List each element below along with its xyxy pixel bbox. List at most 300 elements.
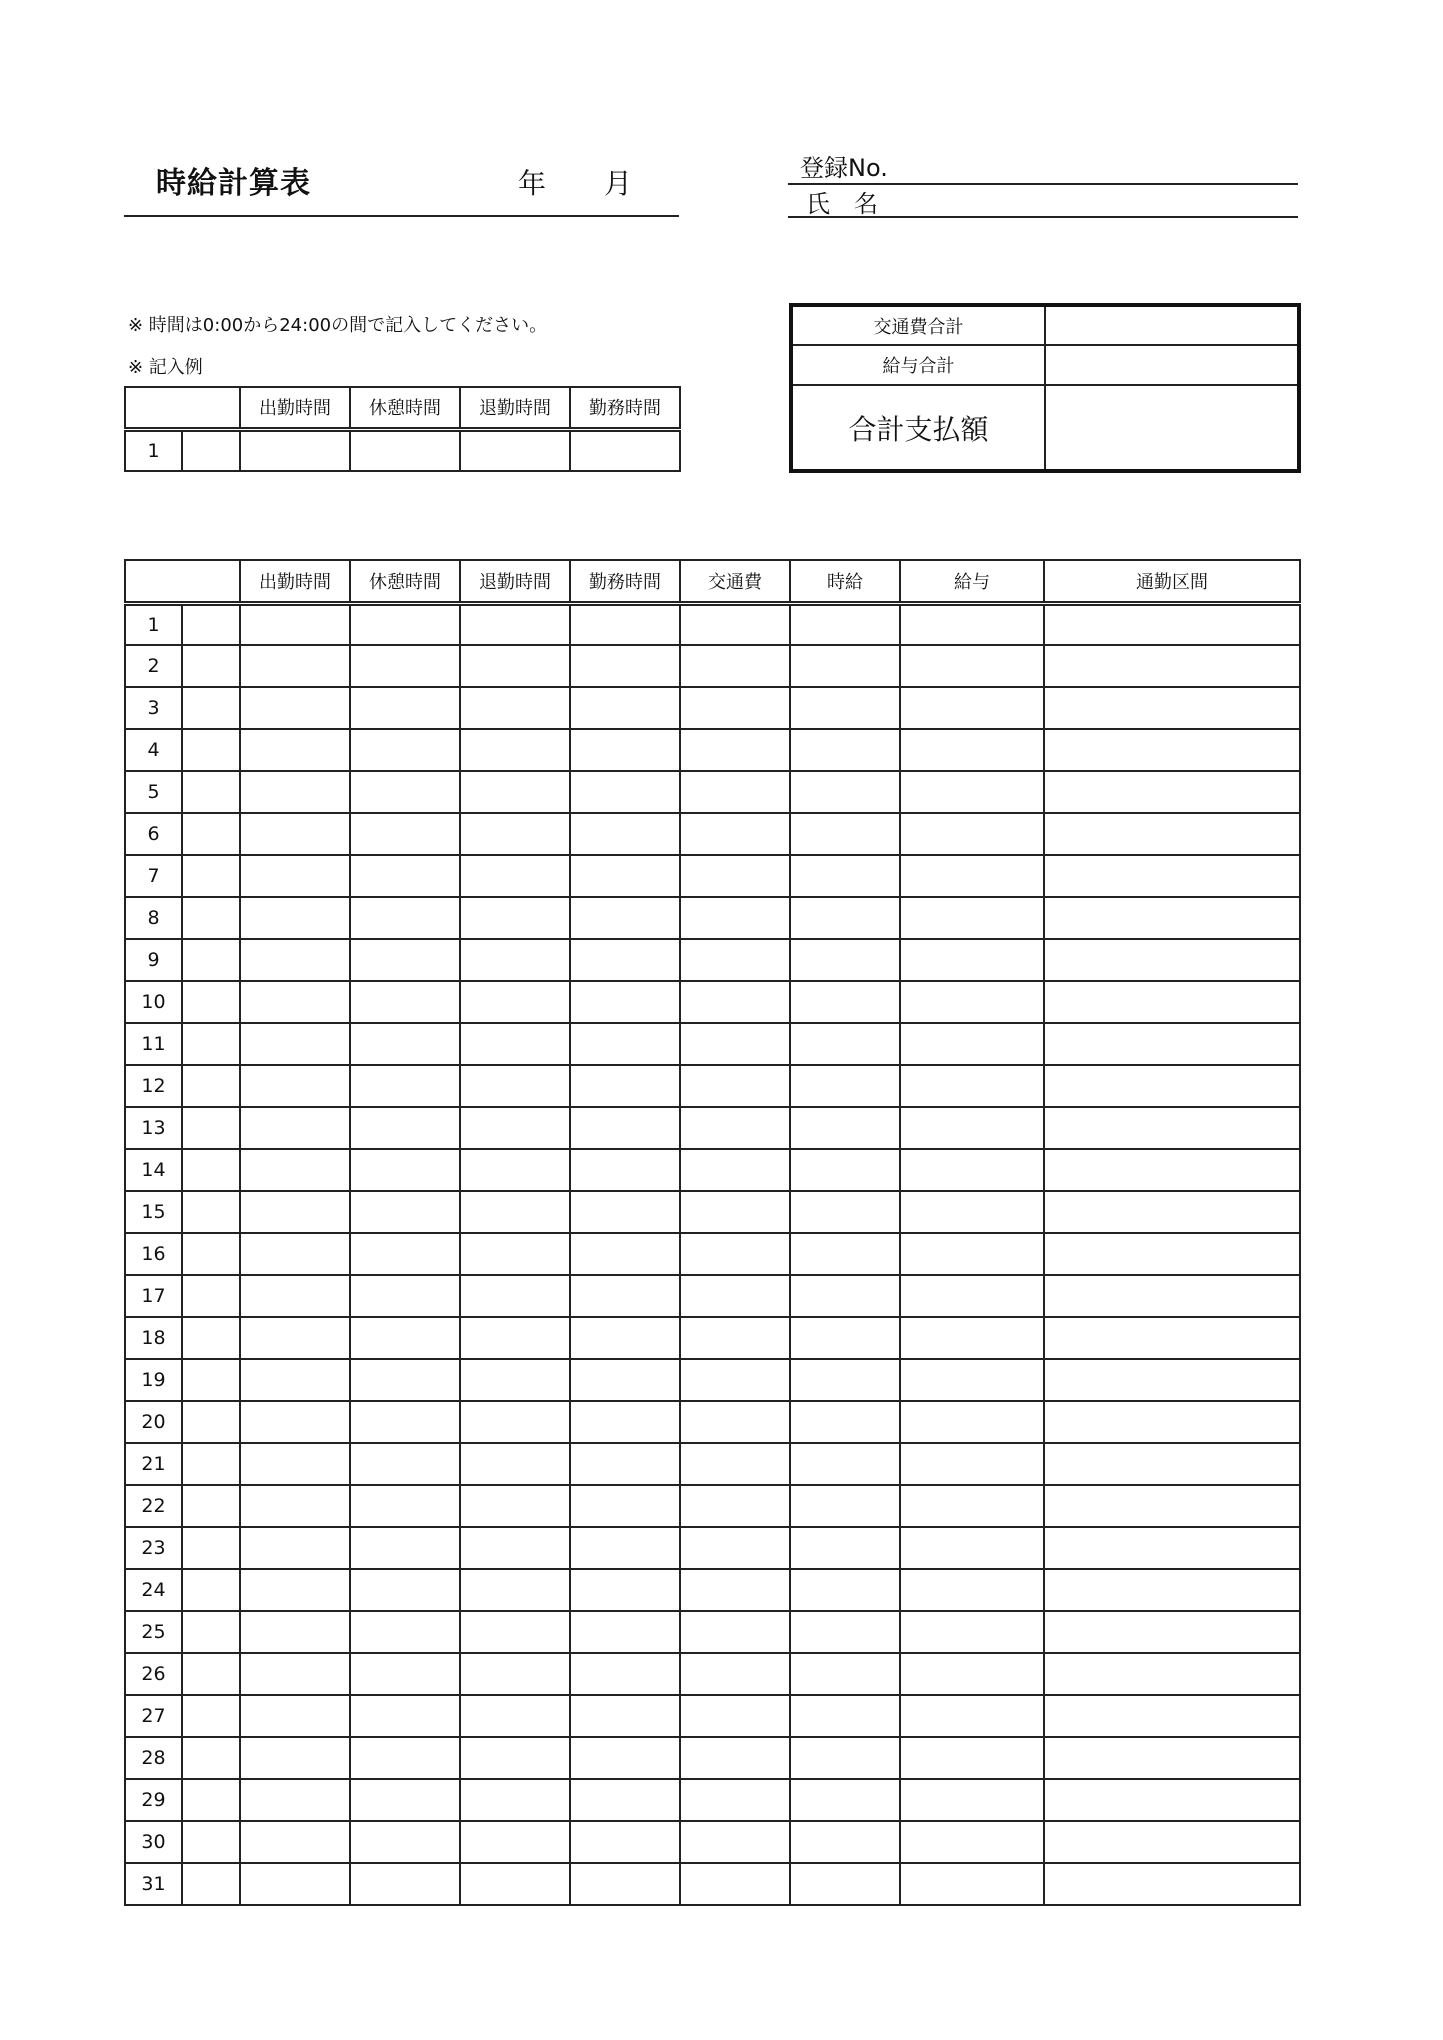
entry-cell[interactable] xyxy=(1044,1233,1300,1275)
example-label: ※ 記入例 xyxy=(128,357,203,378)
entry-cell[interactable] xyxy=(240,1821,350,1863)
entry-cell[interactable] xyxy=(182,1737,240,1779)
entry-cell[interactable] xyxy=(460,1359,570,1401)
entry-cell[interactable] xyxy=(900,1401,1044,1443)
entry-cell[interactable] xyxy=(570,1611,680,1653)
row-number: 25 xyxy=(125,1611,182,1653)
entry-cell[interactable] xyxy=(460,729,570,771)
entry-cell[interactable] xyxy=(460,645,570,687)
entry-cell[interactable] xyxy=(680,1275,790,1317)
entry-cell[interactable] xyxy=(182,1401,240,1443)
entry-cell[interactable] xyxy=(900,1191,1044,1233)
entry-cell[interactable] xyxy=(460,1443,570,1485)
entry-cell[interactable] xyxy=(1044,1191,1300,1233)
entry-cell[interactable] xyxy=(240,981,350,1023)
entry-cell[interactable] xyxy=(1044,645,1300,687)
entry-cell[interactable] xyxy=(570,1149,680,1191)
entry-cell[interactable] xyxy=(1044,729,1300,771)
entry-cell[interactable] xyxy=(240,939,350,981)
entry-cell[interactable] xyxy=(680,1695,790,1737)
entry-cell[interactable] xyxy=(460,1317,570,1359)
entry-cell[interactable] xyxy=(570,645,680,687)
entry-cell[interactable] xyxy=(900,897,1044,939)
entry-cell[interactable] xyxy=(182,1611,240,1653)
entry-cell[interactable] xyxy=(350,1107,460,1149)
entry-cell[interactable] xyxy=(570,729,680,771)
entry-cell[interactable] xyxy=(900,729,1044,771)
entry-cell[interactable] xyxy=(790,1023,900,1065)
entry-cell[interactable] xyxy=(350,645,460,687)
entry-cell[interactable] xyxy=(460,1863,570,1905)
entry-cell[interactable] xyxy=(460,687,570,729)
entry-cell[interactable] xyxy=(900,687,1044,729)
salary-total-label: 給与合計 xyxy=(791,345,1045,385)
entry-cell[interactable] xyxy=(570,1317,680,1359)
entry-cell[interactable] xyxy=(570,1191,680,1233)
entry-cell[interactable] xyxy=(680,1569,790,1611)
entry-cell[interactable] xyxy=(182,1821,240,1863)
entry-cell[interactable] xyxy=(182,1317,240,1359)
row-number: 30 xyxy=(125,1821,182,1863)
entry-cell[interactable] xyxy=(182,771,240,813)
entry-cell[interactable] xyxy=(790,645,900,687)
entry-cell[interactable] xyxy=(460,855,570,897)
entry-cell[interactable] xyxy=(240,813,350,855)
entry-cell[interactable] xyxy=(240,1737,350,1779)
entry-cell[interactable] xyxy=(900,1107,1044,1149)
entry-cell[interactable] xyxy=(350,1191,460,1233)
entry-cell[interactable] xyxy=(680,603,790,645)
entry-cell[interactable] xyxy=(182,1443,240,1485)
entry-cell[interactable] xyxy=(900,1023,1044,1065)
entry-cell[interactable] xyxy=(460,1023,570,1065)
entry-cell[interactable] xyxy=(240,1149,350,1191)
entry-cell[interactable] xyxy=(790,771,900,813)
entry-cell[interactable] xyxy=(240,1191,350,1233)
entry-cell[interactable] xyxy=(570,1863,680,1905)
entry-cell[interactable] xyxy=(570,1485,680,1527)
entry-cell[interactable] xyxy=(900,1065,1044,1107)
entry-cell[interactable] xyxy=(460,1527,570,1569)
entry-cell[interactable] xyxy=(182,1359,240,1401)
entry-cell[interactable] xyxy=(680,687,790,729)
entry-cell[interactable] xyxy=(460,981,570,1023)
example-cell[interactable] xyxy=(350,429,460,471)
entry-cell[interactable] xyxy=(240,1317,350,1359)
entry-cell[interactable] xyxy=(350,1149,460,1191)
entry-cell[interactable] xyxy=(460,1233,570,1275)
entry-cell[interactable] xyxy=(570,771,680,813)
example-cell[interactable] xyxy=(570,429,680,471)
entry-cell[interactable] xyxy=(350,1653,460,1695)
entry-cell[interactable] xyxy=(790,1611,900,1653)
entry-cell[interactable] xyxy=(182,645,240,687)
entry-cell[interactable] xyxy=(900,1569,1044,1611)
entry-cell[interactable] xyxy=(900,771,1044,813)
entry-cell[interactable] xyxy=(900,1485,1044,1527)
entry-cell[interactable] xyxy=(182,1023,240,1065)
entry-cell[interactable] xyxy=(350,1023,460,1065)
entry-cell[interactable] xyxy=(900,1527,1044,1569)
entry-cell[interactable] xyxy=(900,939,1044,981)
entry-cell[interactable] xyxy=(790,1359,900,1401)
entry-cell[interactable] xyxy=(350,981,460,1023)
entry-cell[interactable] xyxy=(1044,1107,1300,1149)
entry-cell[interactable] xyxy=(570,1107,680,1149)
entry-cell[interactable] xyxy=(900,1317,1044,1359)
entry-cell[interactable] xyxy=(680,1779,790,1821)
entry-cell[interactable] xyxy=(1044,603,1300,645)
entry-cell[interactable] xyxy=(570,1569,680,1611)
entry-cell[interactable] xyxy=(350,1695,460,1737)
row-number: 8 xyxy=(125,897,182,939)
entry-cell[interactable] xyxy=(900,1611,1044,1653)
entry-cell[interactable] xyxy=(1044,1485,1300,1527)
entry-cell[interactable] xyxy=(570,1443,680,1485)
entry-cell[interactable] xyxy=(182,813,240,855)
entry-cell[interactable] xyxy=(680,645,790,687)
entry-cell[interactable] xyxy=(570,981,680,1023)
example-cell[interactable] xyxy=(182,429,240,471)
entry-cell[interactable] xyxy=(240,1779,350,1821)
entry-cell[interactable] xyxy=(790,1863,900,1905)
entry-cell[interactable] xyxy=(680,981,790,1023)
entry-cell[interactable] xyxy=(460,1401,570,1443)
entry-cell[interactable] xyxy=(900,1863,1044,1905)
entry-cell[interactable] xyxy=(182,1191,240,1233)
entry-cell[interactable] xyxy=(680,1485,790,1527)
entry-cell[interactable] xyxy=(570,939,680,981)
entry-cell[interactable] xyxy=(790,897,900,939)
entry-cell[interactable] xyxy=(1044,981,1300,1023)
entry-cell[interactable] xyxy=(1044,1611,1300,1653)
entry-cell[interactable] xyxy=(900,1443,1044,1485)
entry-cell[interactable] xyxy=(680,813,790,855)
entry-cell[interactable] xyxy=(350,1569,460,1611)
row-number: 6 xyxy=(125,813,182,855)
entry-cell[interactable] xyxy=(240,1527,350,1569)
entry-cell[interactable] xyxy=(1044,1569,1300,1611)
entry-cell[interactable] xyxy=(790,1737,900,1779)
entry-cell[interactable] xyxy=(790,1821,900,1863)
table-row xyxy=(125,603,1300,645)
entry-cell[interactable] xyxy=(1044,1401,1300,1443)
entry-cell[interactable] xyxy=(460,1611,570,1653)
entry-cell[interactable] xyxy=(680,1191,790,1233)
entry-cell[interactable] xyxy=(240,603,350,645)
entry-cell[interactable] xyxy=(350,603,460,645)
entry-cell[interactable] xyxy=(182,1863,240,1905)
example-header-cell: 出勤時間 xyxy=(240,387,350,429)
entry-cell[interactable] xyxy=(680,729,790,771)
entry-cell[interactable] xyxy=(182,1779,240,1821)
entry-cell[interactable] xyxy=(570,1653,680,1695)
entry-cell[interactable] xyxy=(900,1695,1044,1737)
grand-total-value[interactable] xyxy=(1045,385,1299,471)
entry-cell[interactable] xyxy=(1044,687,1300,729)
entry-cell[interactable] xyxy=(570,897,680,939)
entry-cell[interactable] xyxy=(790,1779,900,1821)
table-row xyxy=(125,981,1300,1023)
entry-cell[interactable] xyxy=(240,1611,350,1653)
entry-cell[interactable] xyxy=(570,1737,680,1779)
entry-cell[interactable] xyxy=(350,1527,460,1569)
entry-cell[interactable] xyxy=(240,1023,350,1065)
entry-cell[interactable] xyxy=(240,729,350,771)
entry-cell[interactable] xyxy=(1044,1653,1300,1695)
entry-cell[interactable] xyxy=(460,1275,570,1317)
entry-cell[interactable] xyxy=(900,1275,1044,1317)
entry-cell[interactable] xyxy=(240,897,350,939)
entry-cell[interactable] xyxy=(790,855,900,897)
entry-cell[interactable] xyxy=(790,729,900,771)
entry-cell[interactable] xyxy=(900,855,1044,897)
entry-cell[interactable] xyxy=(900,1779,1044,1821)
entry-cell[interactable] xyxy=(1044,855,1300,897)
entry-cell[interactable] xyxy=(182,1149,240,1191)
entry-cell[interactable] xyxy=(570,603,680,645)
entry-cell[interactable] xyxy=(182,687,240,729)
entry-cell[interactable] xyxy=(790,939,900,981)
entry-cell[interactable] xyxy=(790,603,900,645)
entry-cell[interactable] xyxy=(350,1737,460,1779)
entry-cell[interactable] xyxy=(240,1695,350,1737)
entry-cell[interactable] xyxy=(182,1695,240,1737)
entry-cell[interactable] xyxy=(460,1779,570,1821)
entry-cell[interactable] xyxy=(1044,1863,1300,1905)
entry-cell[interactable] xyxy=(900,1359,1044,1401)
entry-cell[interactable] xyxy=(680,1149,790,1191)
entry-cell[interactable] xyxy=(460,771,570,813)
entry-cell[interactable] xyxy=(350,939,460,981)
entry-cell[interactable] xyxy=(1044,1527,1300,1569)
entry-cell[interactable] xyxy=(182,603,240,645)
entry-cell[interactable] xyxy=(570,1065,680,1107)
entry-cell[interactable] xyxy=(680,1821,790,1863)
entry-cell[interactable] xyxy=(182,1233,240,1275)
example-cell[interactable] xyxy=(460,429,570,471)
entry-cell[interactable] xyxy=(350,1485,460,1527)
entry-cell[interactable] xyxy=(570,1401,680,1443)
entry-cell[interactable] xyxy=(790,1443,900,1485)
entry-cell[interactable] xyxy=(1044,1149,1300,1191)
entry-cell[interactable] xyxy=(680,1359,790,1401)
entry-cell[interactable] xyxy=(900,645,1044,687)
entry-cell[interactable] xyxy=(790,981,900,1023)
entry-cell[interactable] xyxy=(1044,1275,1300,1317)
entry-cell[interactable] xyxy=(680,1863,790,1905)
entry-cell[interactable] xyxy=(1044,771,1300,813)
entry-cell[interactable] xyxy=(240,687,350,729)
entry-cell[interactable] xyxy=(570,687,680,729)
entry-cell[interactable] xyxy=(350,1401,460,1443)
entry-cell[interactable] xyxy=(350,1317,460,1359)
entry-cell[interactable] xyxy=(790,1653,900,1695)
entry-cell[interactable] xyxy=(1044,1695,1300,1737)
entry-cell[interactable] xyxy=(1044,1443,1300,1485)
entry-cell[interactable] xyxy=(1044,1317,1300,1359)
transport-total-label: 交通費合計 xyxy=(791,305,1045,345)
entry-cell[interactable] xyxy=(460,1107,570,1149)
entry-cell[interactable] xyxy=(240,1485,350,1527)
entry-cell[interactable] xyxy=(680,1737,790,1779)
entry-cell[interactable] xyxy=(570,1527,680,1569)
entry-cell[interactable] xyxy=(680,1065,790,1107)
entry-cell[interactable] xyxy=(460,1065,570,1107)
row-number: 29 xyxy=(125,1779,182,1821)
entry-cell[interactable] xyxy=(570,1023,680,1065)
entry-cell[interactable] xyxy=(680,1653,790,1695)
entry-cell[interactable] xyxy=(240,1569,350,1611)
entry-cell[interactable] xyxy=(240,1065,350,1107)
entry-cell[interactable] xyxy=(680,1611,790,1653)
entry-cell[interactable] xyxy=(1044,813,1300,855)
entry-cell[interactable] xyxy=(680,771,790,813)
entry-cell[interactable] xyxy=(460,939,570,981)
entry-cell[interactable] xyxy=(570,1821,680,1863)
entry-cell[interactable] xyxy=(900,1653,1044,1695)
entry-cell[interactable] xyxy=(900,813,1044,855)
entry-cell[interactable] xyxy=(240,1275,350,1317)
entry-cell[interactable] xyxy=(680,1317,790,1359)
entry-cell[interactable] xyxy=(182,1527,240,1569)
entry-cell[interactable] xyxy=(1044,1023,1300,1065)
entry-cell[interactable] xyxy=(460,1821,570,1863)
entry-cell[interactable] xyxy=(350,1233,460,1275)
entry-cell[interactable] xyxy=(240,1359,350,1401)
entry-cell[interactable] xyxy=(1044,1065,1300,1107)
entry-cell[interactable] xyxy=(1044,939,1300,981)
entry-cell[interactable] xyxy=(790,813,900,855)
entry-cell[interactable] xyxy=(460,813,570,855)
entry-cell[interactable] xyxy=(350,729,460,771)
entry-cell[interactable] xyxy=(460,1149,570,1191)
entry-cell[interactable] xyxy=(680,1023,790,1065)
entry-cell[interactable] xyxy=(460,1191,570,1233)
entry-cell[interactable] xyxy=(1044,1821,1300,1863)
entry-cell[interactable] xyxy=(182,1275,240,1317)
entry-cell[interactable] xyxy=(790,1065,900,1107)
entry-cell[interactable] xyxy=(350,1779,460,1821)
entry-cell[interactable] xyxy=(240,1107,350,1149)
entry-cell[interactable] xyxy=(240,1443,350,1485)
entry-cell[interactable] xyxy=(240,1863,350,1905)
entry-cell[interactable] xyxy=(900,1149,1044,1191)
entry-cell[interactable] xyxy=(570,1779,680,1821)
entry-cell[interactable] xyxy=(900,1737,1044,1779)
entry-cell[interactable] xyxy=(182,1653,240,1695)
table-row xyxy=(125,645,1300,687)
entry-cell[interactable] xyxy=(680,1401,790,1443)
entry-cell[interactable] xyxy=(570,1275,680,1317)
entry-cell[interactable] xyxy=(570,1233,680,1275)
entry-cell[interactable] xyxy=(182,1569,240,1611)
entry-cell[interactable] xyxy=(350,813,460,855)
entry-cell[interactable] xyxy=(460,1695,570,1737)
entry-cell[interactable] xyxy=(570,1359,680,1401)
entry-cell[interactable] xyxy=(182,1107,240,1149)
entry-cell[interactable] xyxy=(790,1149,900,1191)
entry-cell[interactable] xyxy=(350,1821,460,1863)
entry-cell[interactable] xyxy=(350,1275,460,1317)
entry-cell[interactable] xyxy=(680,1443,790,1485)
entry-cell[interactable] xyxy=(350,687,460,729)
entry-cell[interactable] xyxy=(350,855,460,897)
entry-cell[interactable] xyxy=(1044,1737,1300,1779)
entry-cell[interactable] xyxy=(240,645,350,687)
entry-cell[interactable] xyxy=(790,1233,900,1275)
entry-cell[interactable] xyxy=(900,981,1044,1023)
entry-cell[interactable] xyxy=(1044,1779,1300,1821)
entry-cell[interactable] xyxy=(790,1695,900,1737)
entry-cell[interactable] xyxy=(790,1191,900,1233)
entry-cell[interactable] xyxy=(570,855,680,897)
entry-cell[interactable] xyxy=(790,1107,900,1149)
entry-cell[interactable] xyxy=(460,897,570,939)
entry-cell[interactable] xyxy=(182,855,240,897)
entry-cell[interactable] xyxy=(460,1569,570,1611)
entry-cell[interactable] xyxy=(680,1233,790,1275)
entry-cell[interactable] xyxy=(240,771,350,813)
transport-total-value[interactable] xyxy=(1045,305,1299,345)
entry-cell[interactable] xyxy=(182,729,240,771)
entry-cell[interactable] xyxy=(182,981,240,1023)
entry-cell[interactable] xyxy=(680,1107,790,1149)
entry-cell[interactable] xyxy=(790,1317,900,1359)
entry-cell[interactable] xyxy=(680,1527,790,1569)
entry-cell[interactable] xyxy=(182,1065,240,1107)
entry-cell[interactable] xyxy=(900,1233,1044,1275)
entry-cell[interactable] xyxy=(680,897,790,939)
entry-cell[interactable] xyxy=(350,1443,460,1485)
entry-cell[interactable] xyxy=(460,1485,570,1527)
entry-cell[interactable] xyxy=(460,603,570,645)
entry-cell[interactable] xyxy=(790,1527,900,1569)
entry-cell[interactable] xyxy=(1044,1359,1300,1401)
entry-cell[interactable] xyxy=(570,813,680,855)
entry-cell[interactable] xyxy=(900,1821,1044,1863)
entry-cell[interactable] xyxy=(182,1485,240,1527)
entry-cell[interactable] xyxy=(350,1065,460,1107)
entry-cell[interactable] xyxy=(790,1275,900,1317)
entry-cell[interactable] xyxy=(790,1569,900,1611)
entry-cell[interactable] xyxy=(240,1233,350,1275)
entry-cell[interactable] xyxy=(350,771,460,813)
entry-cell[interactable] xyxy=(900,603,1044,645)
entry-cell[interactable] xyxy=(240,1653,350,1695)
entry-cell[interactable] xyxy=(680,939,790,981)
entry-cell[interactable] xyxy=(790,1485,900,1527)
entry-cell[interactable] xyxy=(182,897,240,939)
entry-cell[interactable] xyxy=(680,855,790,897)
entry-cell[interactable] xyxy=(570,1695,680,1737)
salary-total-value[interactable] xyxy=(1045,345,1299,385)
entry-cell[interactable] xyxy=(350,1359,460,1401)
entry-cell[interactable] xyxy=(240,855,350,897)
entry-cell[interactable] xyxy=(182,939,240,981)
entry-cell[interactable] xyxy=(350,1863,460,1905)
example-row xyxy=(125,429,680,471)
entry-cell[interactable] xyxy=(790,1401,900,1443)
entry-cell[interactable] xyxy=(790,687,900,729)
entry-cell[interactable] xyxy=(1044,897,1300,939)
entry-cell[interactable] xyxy=(460,1653,570,1695)
entry-cell[interactable] xyxy=(460,1737,570,1779)
entry-cell[interactable] xyxy=(350,1611,460,1653)
entry-cell[interactable] xyxy=(350,897,460,939)
entry-cell[interactable] xyxy=(240,1401,350,1443)
example-cell[interactable] xyxy=(240,429,350,471)
